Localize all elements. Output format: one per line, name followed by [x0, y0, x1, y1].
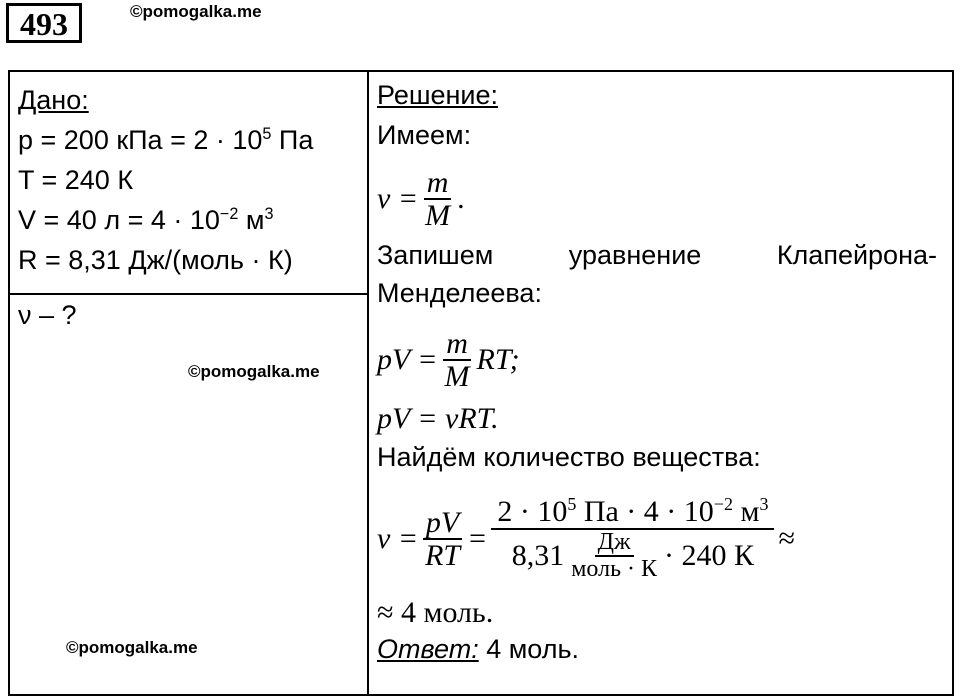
equation-nu-rt: pV = νRT.	[377, 402, 499, 435]
have-text: Имеем:	[377, 120, 472, 150]
equation-nu-mass: ν = $\frac{m}{M}$ .	[377, 165, 465, 232]
solution-heading: Решение:	[377, 80, 499, 110]
given-heading: Дано:	[18, 85, 89, 115]
text-clapeyron: Запишем уравнение Клапейрона-	[377, 240, 937, 270]
given-section	[18, 80, 313, 280]
given-gas-constant: R = 8,31 Дж/(моль · К)	[18, 245, 293, 275]
result-approx: ≈ 4 моль.	[377, 596, 494, 629]
text-find-amount: Найдём количество вещества:	[377, 442, 761, 472]
solution-table	[8, 70, 954, 696]
text-mendeleev: Менделеева:	[377, 278, 542, 308]
watermark-top: ©pomogalka.me	[130, 2, 262, 21]
problem-number: 493	[6, 3, 82, 43]
watermark-middle: ©pomogalka.me	[188, 362, 320, 381]
equation-clapeyron: pV = $\frac{m}{M}$ RT;	[377, 326, 520, 393]
answer-value: 4 моль.	[478, 634, 580, 664]
answer-line	[377, 634, 947, 674]
equation-calculation: ν = $\frac{pV}{RT}$ = $2 \cdot 10^5$ Па · $4 \cdot 10^{-2}$ $м^3$ 8,31 $\frac{Дж}{\text{моль · К}}$ · 240 К ≈	[377, 494, 795, 582]
column-divider	[367, 72, 369, 694]
given-volume: V = 40 $л = 4 \cdot 10^{-2}$ $м^3$	[18, 205, 274, 235]
unknown-quantity: ν – ?	[18, 300, 77, 330]
solution-section	[377, 80, 947, 674]
given-pressure: p = 200 кПа = $2 \cdot 10^5$ Па	[18, 125, 314, 155]
answer-label: Ответ:	[377, 634, 479, 664]
watermark-bottom: ©pomogalka.me	[66, 638, 198, 657]
given-temperature: T = 240 К	[18, 165, 134, 195]
given-divider	[10, 293, 367, 295]
